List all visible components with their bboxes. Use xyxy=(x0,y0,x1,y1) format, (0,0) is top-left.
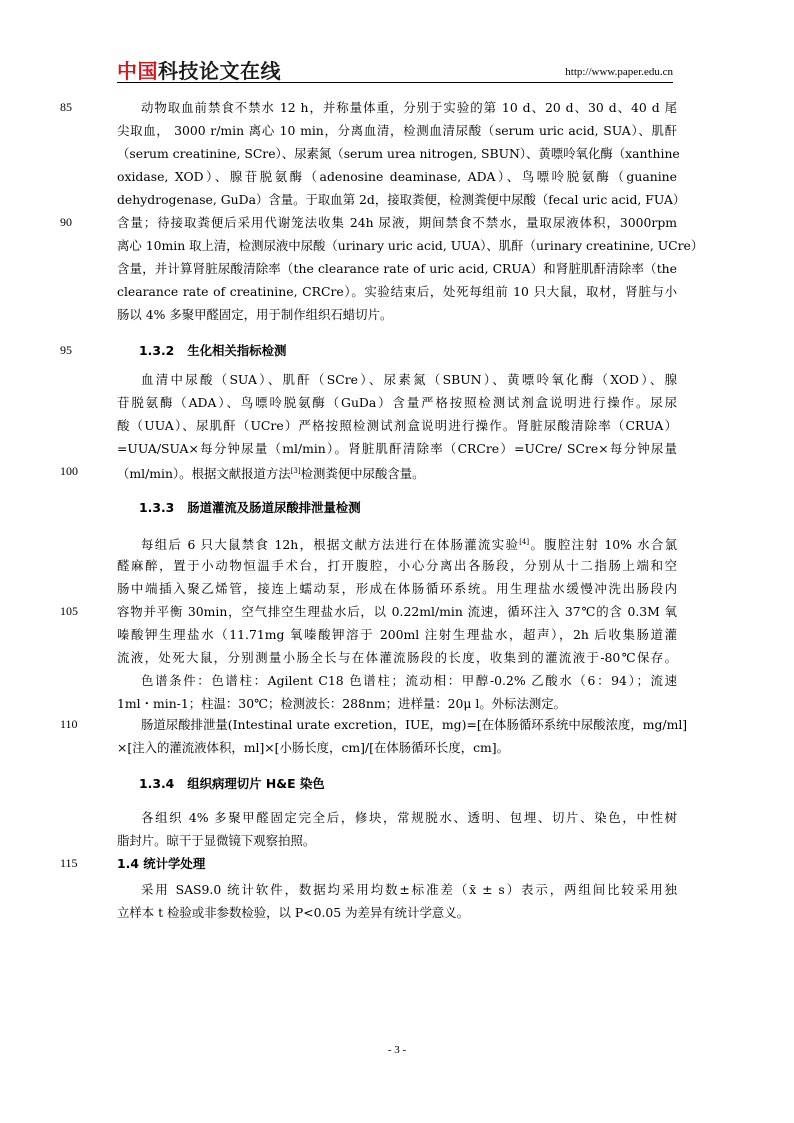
section-title: 肠道灌流及肠道尿酸排泄量检测 xyxy=(187,500,361,515)
body-line: oxidase, XOD）、腺苷脱氨酶（adenosine deaminase, ADA）、鸟嘌呤脱氨酶（guanine xyxy=(117,169,677,184)
body-line: 采用 SAS9.0 统计软件，数据均采用均数±标准差（x̄ ± s）表示，两组间比较采用独 xyxy=(141,882,677,897)
section-title: 生化相关指标检测 xyxy=(187,343,287,358)
section-heading-1-3-2 xyxy=(117,339,677,362)
body-line: 醛麻醉，置于小动物恒温手术台，打开腹腔，小心分离出各肠段，分别从十二指肠上端和空 xyxy=(117,558,677,573)
line-number: 100 xyxy=(60,464,78,478)
text-span: （ml/min）。根据文献报道方法 xyxy=(117,466,291,481)
body-line: 肠中端插入聚乙烯管，接连上蠕动泵，形成在体肠循环系统。用生理盐水缓慢冲洗出肠段内 xyxy=(117,581,677,596)
line-number: 110 xyxy=(60,717,78,731)
section-number: 1.3.4 xyxy=(139,776,175,791)
body-line: ×[注入的灌流液体积，ml]×[小肠长度，cm]/[在体肠循环长度，cm]。 xyxy=(117,740,510,755)
body-line: =UUA/SUA×每分钟尿量（ml/min）。肾脏肌酐清除率（CRCre）=UCre/ SCre×每分钟尿量 xyxy=(117,441,677,456)
logo-text-dark: 科技论文在线 xyxy=(158,59,281,83)
line-number: 105 xyxy=(60,604,78,618)
body-line: （serum creatinine, SCre）、尿素氮（serum urea nitrogen, SBUN）、黄嘌呤氧化酶（xanthine xyxy=(117,146,680,161)
body-line: 血清中尿酸（SUA）、肌酐（SCre）、尿素氮（SBUN）、黄嘌呤氧化酶（XOD）、腺 xyxy=(141,372,677,387)
body-line: clearance rate of creatinine, CRCre）。实验结束后，处死每组前 10 只大鼠，取材，肾脏与小 xyxy=(117,284,677,299)
section-heading-1-4: 1.4 统计学处理 xyxy=(117,856,206,871)
body-line: 色谱条件：色谱柱：Agilent C18 色谱柱；流动相：甲醇-0.2% 乙酸水（6：94）；流速 xyxy=(141,673,677,688)
body-line: 各组织 4% 多聚甲醛固定完全后，修块，常规脱水、透明、包埋、切片、染色，中性树 xyxy=(141,810,677,825)
text-span: 每组后 6 只大鼠禁食 12h，根据文献方法进行在体肠灌流实验 xyxy=(141,537,520,552)
line-number: 95 xyxy=(60,343,72,357)
page-number: - 3 - xyxy=(387,1044,407,1056)
section-title: 组织病理切片 H&E 染色 xyxy=(187,776,325,791)
body-line: 酸（UUA）、尿肌酐（UCre）严格按照检测试剂盒说明进行操作。肾脏尿酸清除率（CRUA） xyxy=(117,418,677,433)
body-line: 肠以 4% 多聚甲醛固定，用于制作组织石蜡切片。 xyxy=(117,307,393,322)
body-line: 立样本 t 检验或非参数检验，以 P<0.05 为差异有统计学意义。 xyxy=(117,905,470,920)
section-number: 1.3.3 xyxy=(139,500,175,515)
line-number: 90 xyxy=(60,215,72,229)
body-line xyxy=(117,460,677,483)
body-line: 含量，并计算肾脏尿酸清除率（the clearance rate of uric acid, CRUA）和肾脏肌酐清除率（the xyxy=(117,261,677,276)
body-line: dehydrogenase, GuDa）含量。于取血第 2d，接取粪便，检测粪便中尿酸（fecal uric acid, FUA） xyxy=(117,192,686,207)
text-span: 检测粪便中尿酸含量。 xyxy=(300,466,425,481)
citation-ref[interactable]: [3] xyxy=(290,467,301,475)
site-logo xyxy=(117,60,281,82)
body-line xyxy=(117,531,677,554)
section-number: 1.3.2 xyxy=(139,343,175,358)
header-url[interactable]: http://www.paper.edu.cn xyxy=(565,66,673,78)
body-line: 1ml・min-1；柱温：30℃；检测波长：288nm；进样量：20μ l。外标法测定。 xyxy=(117,696,567,711)
body-line: 离心 10min 取上清，检测尿液中尿酸（urinary uric acid, UUA）、肌酐（urinary creatinine, UCre） xyxy=(117,238,704,253)
body-line: 尖取血， 3000 r/min 离心 10 min，分离血清，检测血清尿酸（serum uric acid, SUA）、肌酐 xyxy=(117,123,677,138)
body-line: 脂封片。晾干于显微镜下观察拍照。 xyxy=(117,833,316,848)
body-line: 苷脱氨酶（ADA）、鸟嘌呤脱氨酶（GuDa）含量严格按照检测试剂盒说明进行操作。尿尿 xyxy=(117,395,677,410)
section-heading-1-3-3 xyxy=(117,496,677,519)
header-divider xyxy=(117,82,673,83)
body-line: 嗪酸钾生理盐水（11.71mg 氧嗪酸钾溶于 200ml 注射生理盐水，超声），2h 后收集肠道灌 xyxy=(117,627,677,642)
body-line: 动物取血前禁食不禁水 12 h，并称量体重，分别于实验的第 10 d、20 d、30 d、40 d 尾 xyxy=(141,100,677,115)
section-heading-1-3-4 xyxy=(117,772,677,795)
citation-ref[interactable]: [4] xyxy=(519,538,530,546)
logo-text-red: 中国 xyxy=(117,59,158,83)
text-span: 。腹腔注射 10% 水合氯 xyxy=(529,537,677,552)
page-header xyxy=(117,60,673,82)
line-number: 115 xyxy=(60,856,78,870)
body-line: 肠道尿酸排泄量(Intestinal urate excretion，IUE，mg)=[在体肠循环系统中尿酸浓度，mg/ml] xyxy=(141,717,688,732)
body-line: 流液，处死大鼠，分别测量小肠全长与在体灌流肠段的长度，收集到的灌流液于-80℃保存。 xyxy=(117,650,677,665)
line-number: 85 xyxy=(60,100,72,114)
body-line: 容物并平衡 30min，空气排空生理盐水后，以 0.22ml/min 流速，循环注入 37℃的含 0.3M 氧 xyxy=(117,604,677,619)
body-line: 含量；待接取粪便后采用代谢笼法收集 24h 尿液，期间禁食不禁水，量取尿液体积，3000rpm xyxy=(117,215,677,230)
